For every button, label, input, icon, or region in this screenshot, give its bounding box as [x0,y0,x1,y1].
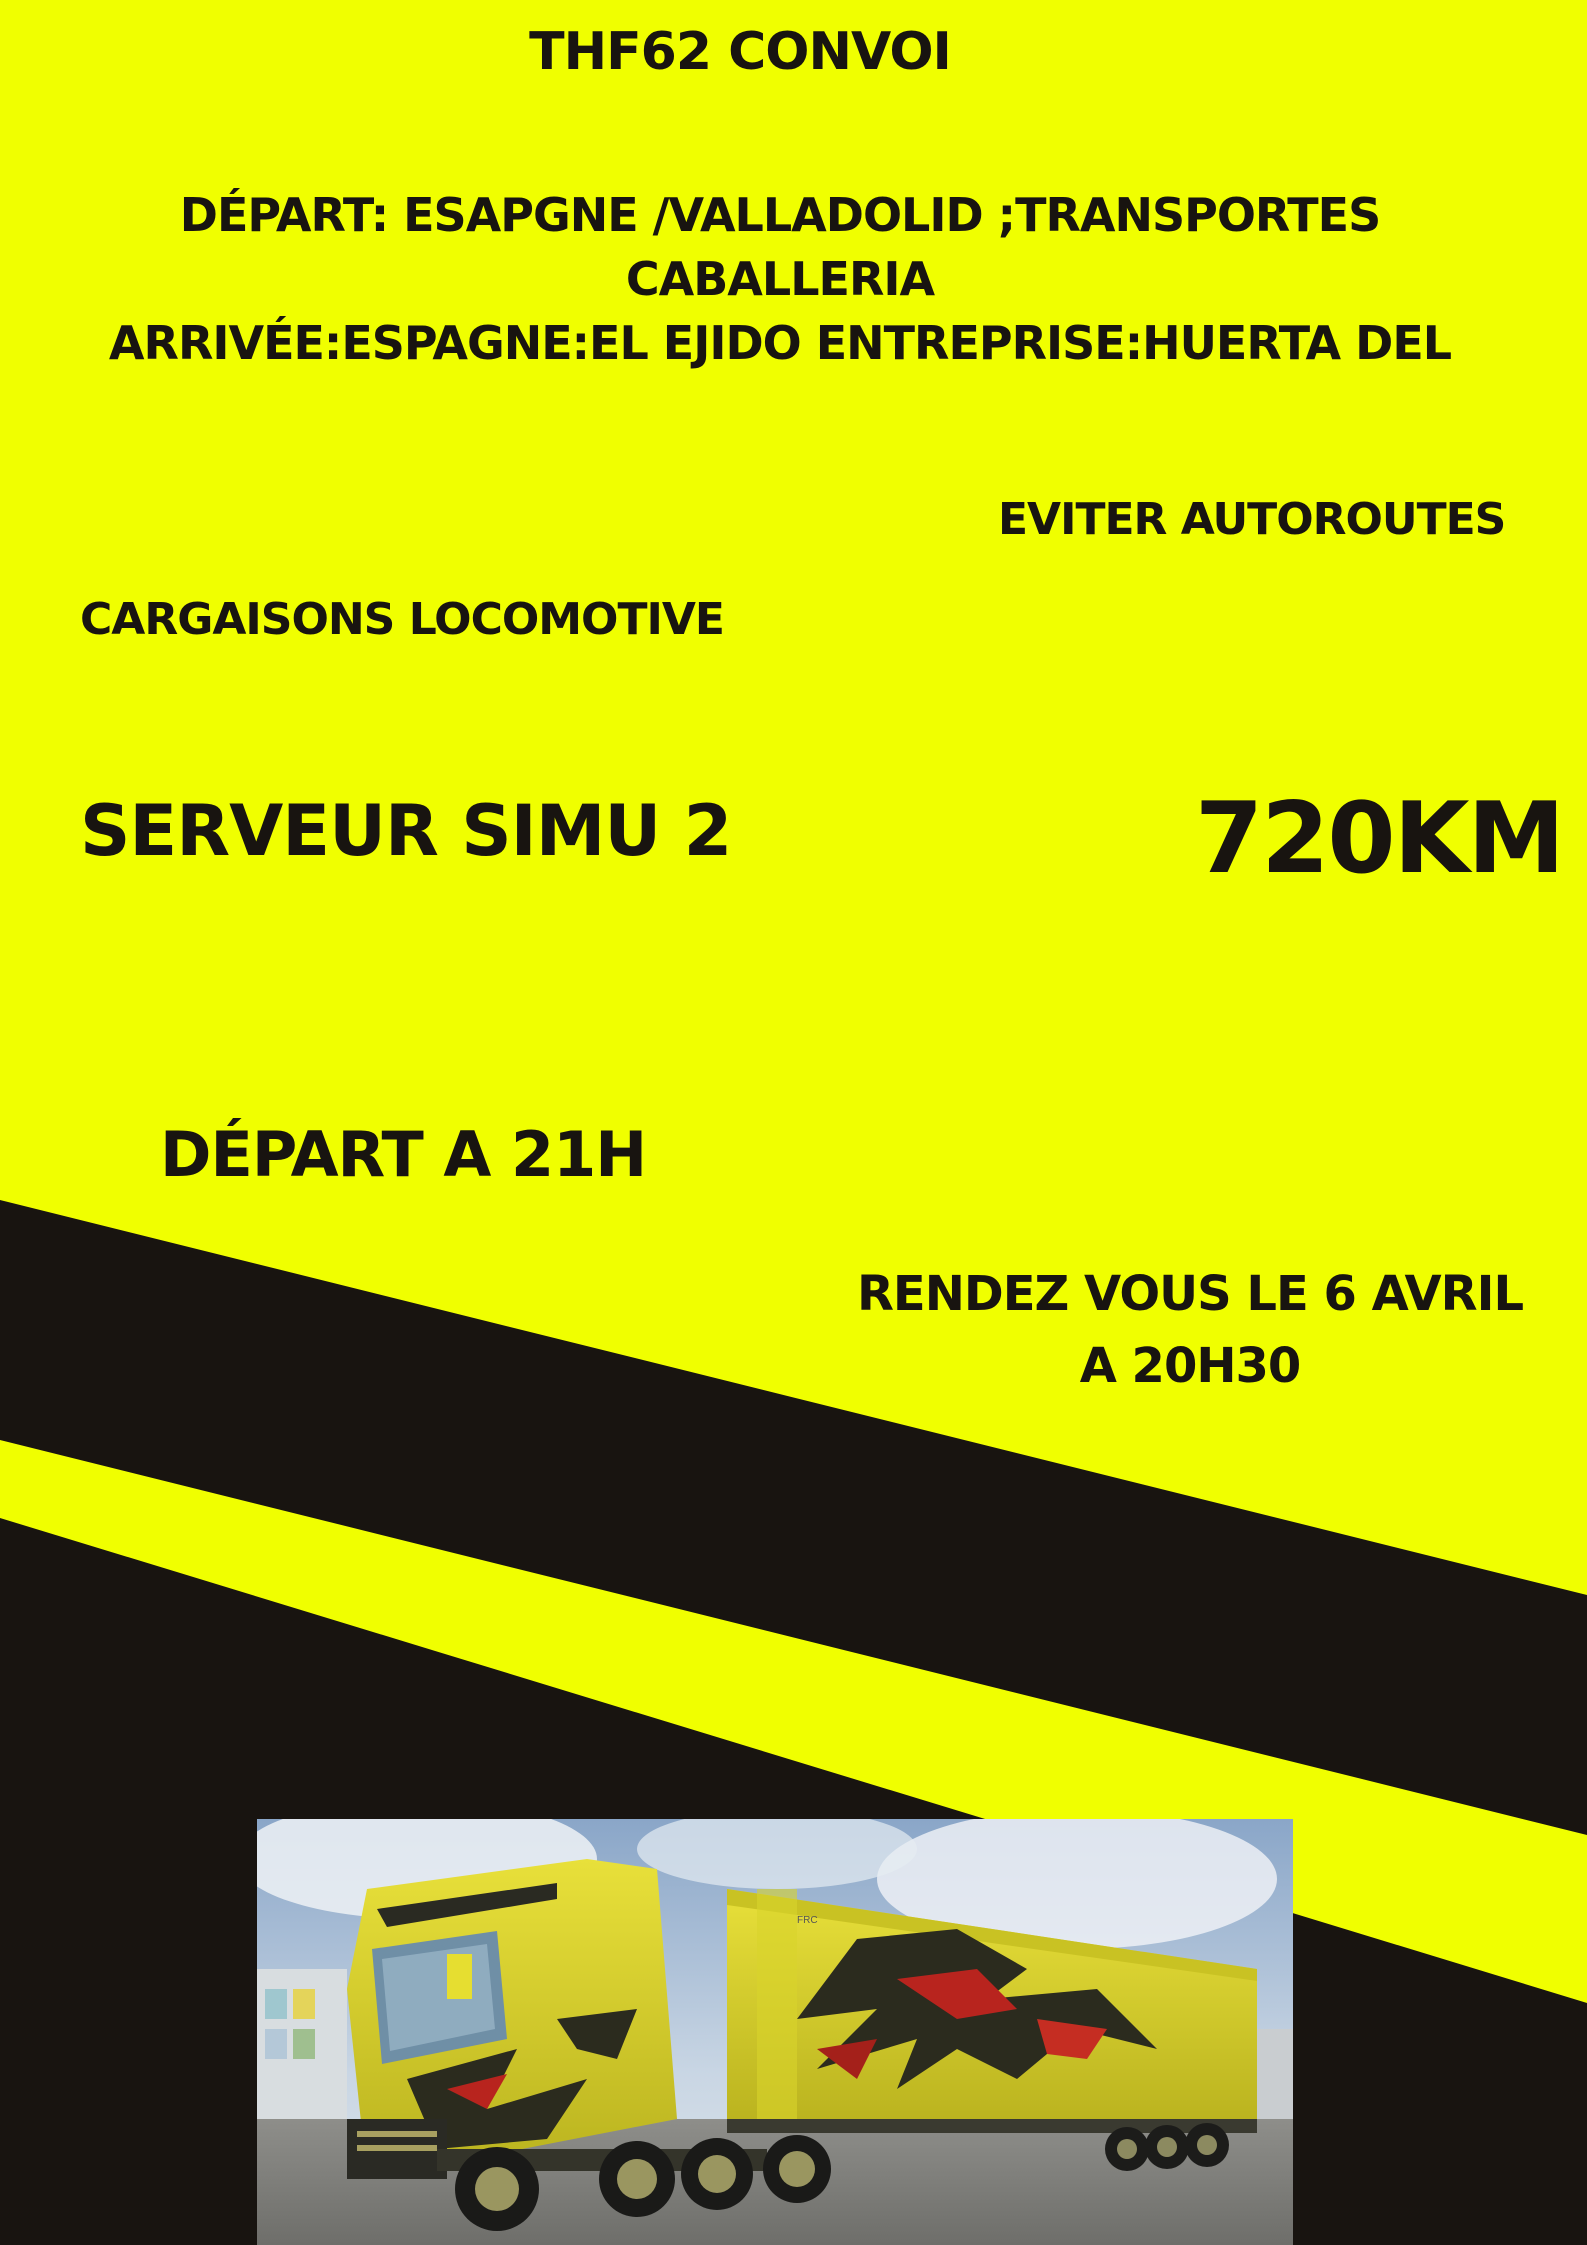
meeting-info [840,1258,1540,1402]
route-departure-company: CABALLERIA [625,252,935,306]
truck-photo [257,1819,1293,2245]
meeting-date: RENDEZ VOUS LE 6 AVRIL [856,1266,1524,1322]
route-departure: DÉPART: ESAPGNE /VALLADOLID ;TRANSPORTES [179,188,1381,242]
meeting-time: A 20H30 [1079,1338,1301,1394]
departure-time: DÉPART A 21H [160,1118,647,1191]
route-arrival: ARRIVÉE:ESPAGNE:EL EJIDO ENTREPRISE:HUERTA DEL [108,316,1452,370]
poster-title: THF62 CONVOI [529,22,951,82]
cargo-info: CARGAISONS LOCOMOTIVE [80,594,724,645]
trailer-logo: FRC [797,1915,818,1926]
server-info: SERVEUR SIMU 2 [80,790,732,872]
avoid-highways-note: EVITER AUTOROUTES [998,494,1506,545]
route-info [80,183,1480,375]
distance-value: 720KM [1195,782,1564,896]
